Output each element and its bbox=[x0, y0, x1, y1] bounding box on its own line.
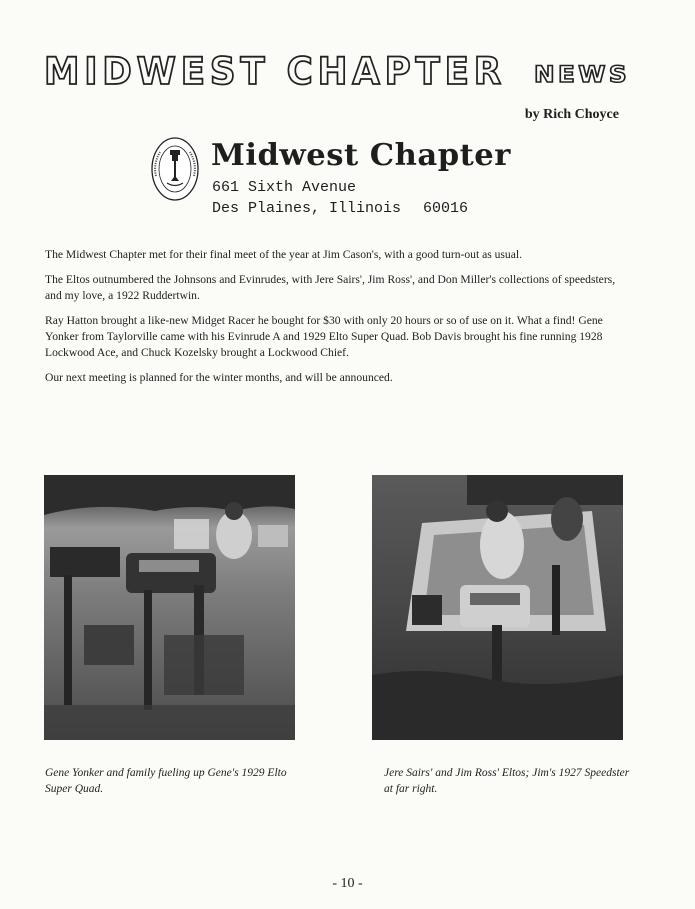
address-city: Des Plaines, Illinois bbox=[212, 200, 402, 217]
page-number: - 10 - bbox=[332, 876, 363, 891]
article-paragraph: Ray Hatton brought a like-new Midget Racer he bought for $30 with only 20 hours or so of use on it. What a find! Gene Yonker from Taylorville came with his Evinrude A and 1929 Elto Super Quad. Bob Davis brought his fine running 1928 Lockwood Ace, and Chuck Kozelsky brought a Lockwood Chief. bbox=[45, 314, 603, 359]
photo-left-caption: Gene Yonker and family fueling up Gene's 1929 Elto Super Quad. bbox=[45, 767, 287, 795]
article-body bbox=[45, 247, 620, 395]
masthead-title-news: NEWS bbox=[534, 63, 630, 88]
photo-right-caption: Jere Sairs' and Jim Ross' Eltos; Jim's 1927 Speedster at far right. bbox=[384, 767, 630, 795]
address-city-line bbox=[212, 198, 468, 219]
address-zip: 60016 bbox=[423, 200, 469, 217]
masthead-title-main: MIDWEST CHAPTER bbox=[44, 50, 506, 92]
chapter-address bbox=[212, 177, 468, 219]
chapter-name: Midwest Chapter bbox=[211, 138, 511, 173]
club-seal-logo bbox=[150, 136, 200, 202]
masthead-title bbox=[44, 50, 634, 92]
article-paragraph: Our next meeting is planned for the winter months, and will be announced. bbox=[45, 371, 393, 384]
article-paragraph: The Midwest Chapter met for their final meet of the year at Jim Cason's, with a good turn-out as usual. bbox=[45, 248, 522, 261]
photo-right-boat-on-water bbox=[372, 475, 623, 740]
address-street: 661 Sixth Avenue bbox=[212, 179, 357, 196]
article-paragraph: The Eltos outnumbered the Johnsons and Evinrudes, with Jere Sairs', Jim Ross', and Don Miller's collections of speedsters, and my love, a 1922 Ruddertwin. bbox=[45, 273, 616, 302]
byline: by Rich Choyce bbox=[524, 107, 619, 122]
photo-left-motors-on-lawn bbox=[44, 475, 295, 740]
